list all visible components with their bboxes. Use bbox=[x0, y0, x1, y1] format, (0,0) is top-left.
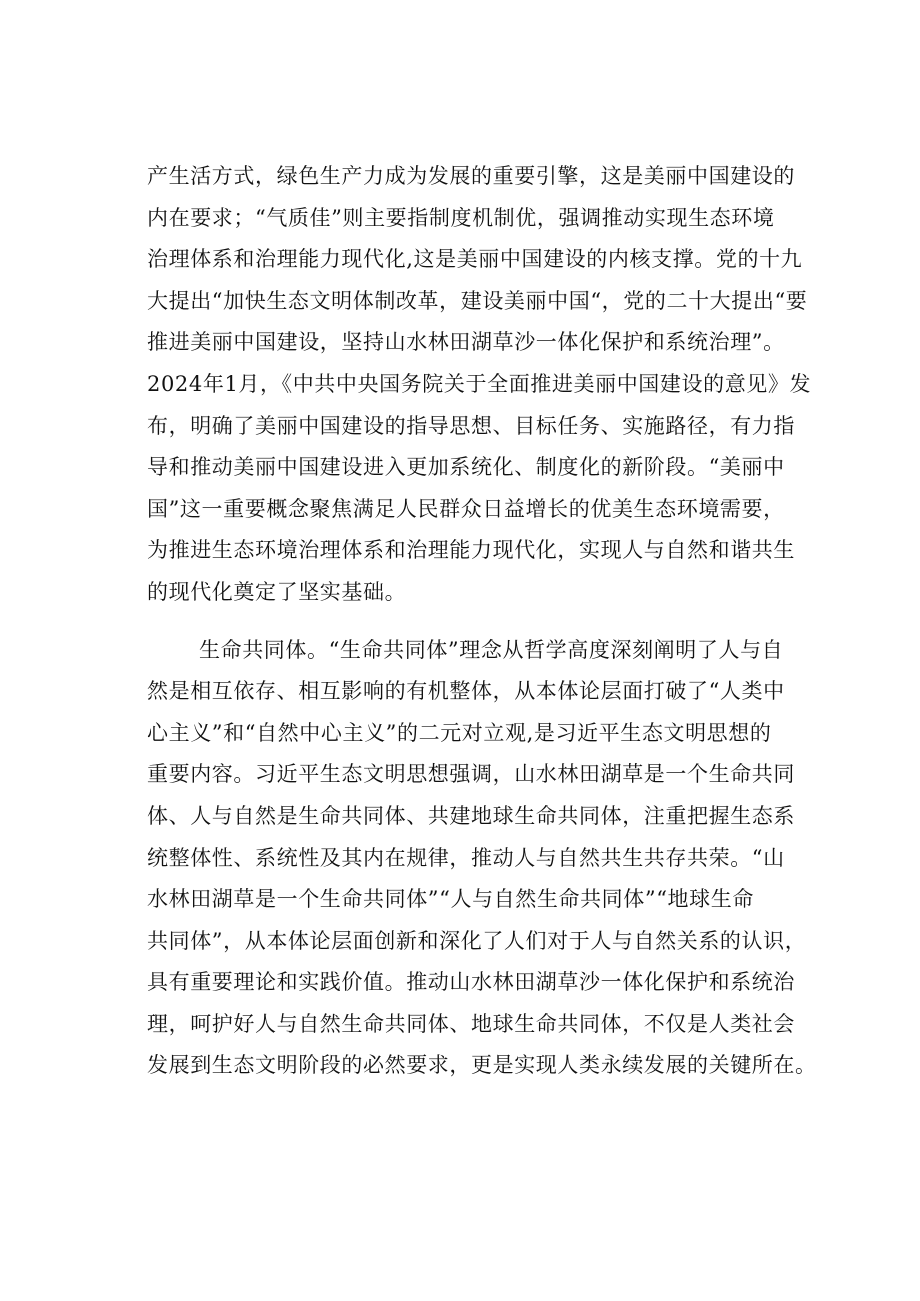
paragraph-line: 共同体”，从本体论层面创新和深化了人们对于人与自然关系的认识， bbox=[147, 928, 807, 953]
paragraph-life-community bbox=[147, 630, 827, 1088]
paragraph-line: 心主义”和“自然中心主义”的二元对立观,是习近平生态文明思想的 bbox=[147, 720, 772, 745]
paragraph-line: 体、人与自然是生命共同体、共建地球生命共同体，注重把握生态系 bbox=[147, 803, 795, 828]
paragraph-line: 治理体系和治理能力现代化,这是美丽中国建设的内核支撑。党的十九 bbox=[147, 247, 803, 272]
paragraph-line: 推进美丽中国建设，坚持山水林田湖草沙一体化保护和系统治理”。 bbox=[147, 330, 785, 355]
paragraph-line: 导和推动美丽中国建设进入更加系统化、制度化的新阶段。“美丽中 bbox=[147, 455, 785, 480]
paragraph-line: 产生活方式，绿色生产力成为发展的重要引擎，这是美丽中国建设的 bbox=[147, 164, 795, 188]
paragraph-line: 为推进生态环境治理体系和治理能力现代化，实现人与自然和谐共生 bbox=[147, 538, 795, 563]
paragraph-line: 大提出“加快生态文明体制改革，建设美丽中国“，党的二十大提出“要 bbox=[147, 288, 808, 313]
paragraph-line: 2024年1月，《中共中央国务院关于全面推进美丽中国建设的意见》发 bbox=[147, 371, 812, 396]
paragraph-line: 发展到生态文明阶段的必然要求，更是实现人类永续发展的关键所在。 bbox=[147, 1053, 817, 1078]
paragraph-line: 重要内容。习近平生态文明思想强调，山水林田湖草是一个生命共同 bbox=[147, 762, 795, 787]
paragraph-line: 布，明确了美丽中国建设的指导思想、目标任务、实施路径，有力指 bbox=[147, 413, 795, 438]
paragraph-spacer bbox=[147, 614, 827, 630]
paragraph-line: 然是相互依存、相互影响的有机整体，从本体论层面打破了“人类中 bbox=[147, 679, 785, 704]
paragraph-line: 统整体性、系统性及其内在规律，推动人与自然共生共存共荣。“山 bbox=[147, 845, 785, 870]
paragraph-line: 理，呵护好人与自然生命共同体、地球生命共同体，不仅是人类社会 bbox=[147, 1011, 795, 1036]
document-body bbox=[147, 156, 827, 1087]
paragraph-line: 具有重要理论和实践价值。推动山水林田湖草沙一体化保护和系统治 bbox=[147, 970, 795, 995]
paragraph-line: 生命共同体。“生命共同体”理念从哲学高度深刻阐明了人与自 bbox=[199, 637, 784, 662]
paragraph-beautiful-china bbox=[147, 156, 827, 614]
paragraph-line: 水林田湖草是一个生命共同体”“人与自然生命共同体”“地球生命 bbox=[147, 887, 754, 912]
paragraph-line: 内在要求；“气质佳”则主要指制度机制优，强调推动实现生态环境 bbox=[147, 205, 775, 230]
paragraph-line: 的现代化奠定了坚实基础。 bbox=[147, 579, 407, 604]
paragraph-line: 国”这一重要概念聚焦满足人民群众日益增长的优美生态环境需要， bbox=[147, 496, 785, 521]
